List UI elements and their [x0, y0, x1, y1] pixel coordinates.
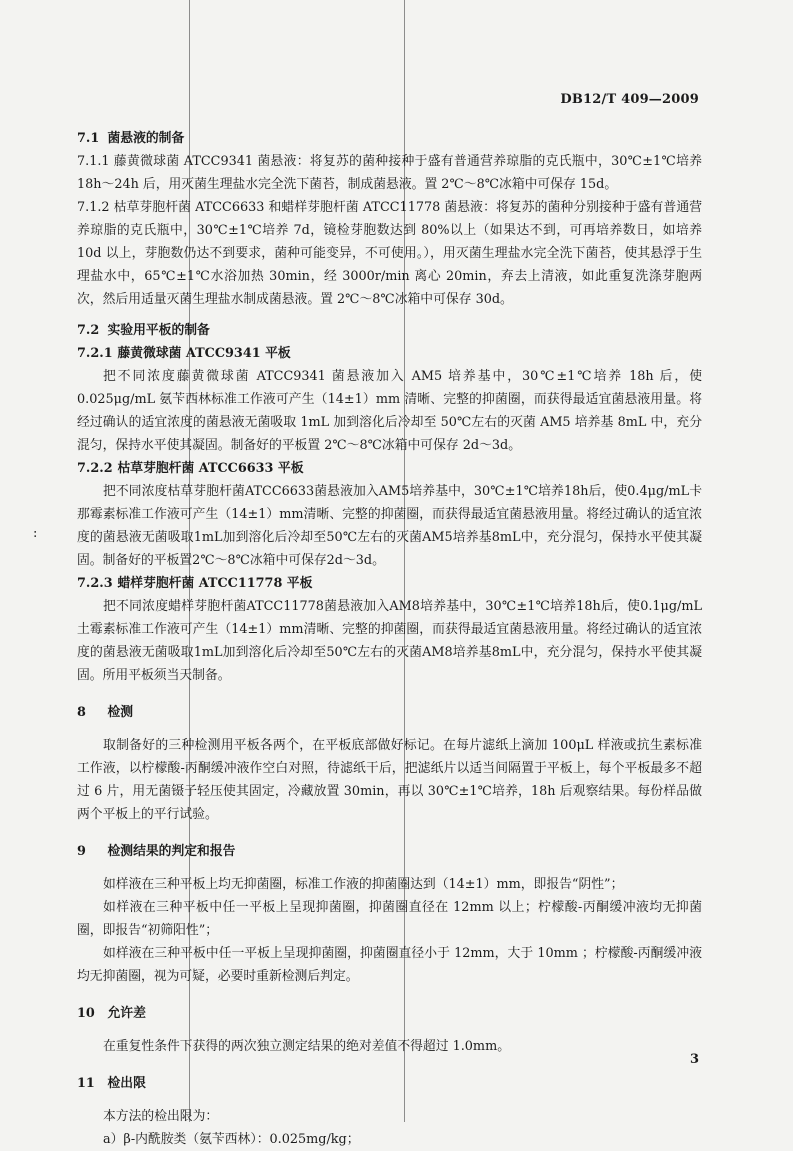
section-7-1-2-paragraph: 7.1.2 枯草芽胞杆菌 ATCC6633 和蜡样芽胞杆菌 ATCC11778 菌悬液：将复苏的菌种分别接种于盛有普通营养琼脂的克氏瓶中，30℃±1℃培养 7d，镜检芽胞数达到 80%以上（如果达不到，可再培养数日，如培养 10d 以上，芽胞数仍达不到要求，菌种可能变异，不可使用。），用灭菌生理盐水完全洗下菌苔，使其悬浮于生理盐水中，65℃±1℃水浴加热 30min，经 3000r/min 离心 20min，弃去上清液，如此重复洗涤芽胞两次，然后用适量灭菌生理盐水制成菌悬液。置 2℃～8℃冰箱中可保存 30d。: [77, 200, 702, 307]
section-7-1-1-paragraph: 7.1.1 藤黄微球菌 ATCC9341 菌悬液：将复苏的菌种接种于盛有普通营养琼脂的克氏瓶中，30℃±1℃培养 18h～24h 后，用灭菌生理盐水完全洗下菌苔，制成菌悬液。置 2℃～8℃冰箱中可保存 15d。: [77, 154, 702, 192]
section-11-heading: 11 检出限: [77, 1076, 146, 1091]
section-9-heading: 9 检测结果的判定和报告: [77, 844, 236, 859]
section-7-2-1-heading: 7.2.1 藤黄微球菌 ATCC9341 平板: [77, 346, 291, 361]
section-7-2-3-paragraph: 把不同浓度蜡样芽胞杆菌ATCC11778菌悬液加入AM8培养基中，30℃±1℃培养18h后，使0.1μg/mL土霉素标准工作液可产生（14±1）mm清晰、完整的抑菌圈，而获得最适宜菌悬液用量。将经过确认的适宜浓度的菌悬液无菌吸取1mL加到溶化后冷却至50℃左右的灭菌AM8培养基8mL中，充分混匀，保持水平使其凝固。所用平板须当天制备。: [77, 599, 702, 683]
section-9-paragraph-2: 如样液在三种平板中任一平板上呈现抑菌圈，抑菌圈直径在 12mm 以上；柠檬酸-丙酮缓冲液均无抑菌圈，即报告“初筛阳性”；: [77, 900, 702, 938]
standard-code: DB12/T 409—2009: [560, 92, 699, 107]
section-11-paragraph: 本方法的检出限为：: [103, 1109, 219, 1124]
section-11-item-a: a）β-内酰胺类（氨苄西林）：0.025mg/kg；: [103, 1132, 360, 1147]
page-number: 3: [689, 1052, 699, 1067]
section-7-2-1-paragraph: 把不同浓度藤黄微球菌 ATCC9341 菌悬液加入 AM5 培养基中，30℃±1℃培养 18h 后，使 0.025μg/mL 氨苄西林标准工作液可产生（14±1）mm 清晰、完整的抑菌圈，而获得最适宜菌悬液用量。将经过确认的适宜浓度的菌悬液无菌吸取 1mL 加到溶化后冷却至 50℃左右的灭菌 AM5 培养基 8mL 中，充分混匀，保持水平使其凝固。制备好的平板置 2℃～8℃冰箱中可保存 2d～3d。: [77, 369, 702, 453]
section-8-paragraph: 取制备好的三种检测用平板各两个，在平板底部做好标记。在每片滤纸上滴加 100μL 样液或抗生素标准工作液，以柠檬酸-丙酮缓冲液作空白对照，待滤纸干后，把滤纸片以适当间隔置于平板上，每个平板最多不超过 6 片，用无菌镊子轻压使其固定，冷藏放置 30min，再以 30℃±1℃培养，18h 后观察结果。每份样品做两个平板上的平行试验。: [77, 738, 702, 822]
section-8-heading: 8 检测: [77, 705, 134, 720]
section-10-heading: 10 允许差: [77, 1006, 146, 1021]
section-9-paragraph-1: 如样液在三种平板上均无抑菌圈，标准工作液的抑菌圈达到（14±1）mm，即报告“阴性”；: [103, 877, 624, 892]
section-10-paragraph: 在重复性条件下获得的两次独立测定结果的绝对差值不得超过 1.0mm。: [103, 1039, 511, 1054]
section-7-2-3-heading: 7.2.3 蜡样芽胞杆菌 ATCC11778 平板: [77, 576, 313, 591]
section-7-1-heading: 7.1 菌悬液的制备: [77, 131, 185, 146]
document-body: [77, 119, 702, 1151]
section-7-2-2-heading: 7.2.2 枯草芽胞杆菌 ATCC6633 平板: [77, 461, 304, 476]
section-7-2-heading: 7.2 实验用平板的制备: [77, 323, 210, 338]
section-7-2-2-paragraph: 把不同浓度枯草芽胞杆菌ATCC6633菌悬液加入AM5培养基中，30℃±1℃培养18h后，使0.4μg/mL卡那霉素标准工作液可产生（14±1）mm清晰、完整的抑菌圈，而获得最适宜菌悬液用量。将经过确认的适宜浓度的菌悬液无菌吸取1mL加到溶化后冷却至50℃左右的灭菌AM5培养基8mL中，充分混匀，保持水平使其凝固。制备好的平板置2℃～8℃冰箱中可保存2d～3d。: [77, 484, 702, 568]
margin-mark: :: [33, 526, 38, 541]
section-9-paragraph-3: 如样液在三种平板中任一平板上呈现抑菌圈，抑菌圈直径小于 12mm，大于 10mm ；柠檬酸-丙酮缓冲液均无抑菌圈，视为可疑，必要时重新检测后判定。: [77, 946, 702, 984]
